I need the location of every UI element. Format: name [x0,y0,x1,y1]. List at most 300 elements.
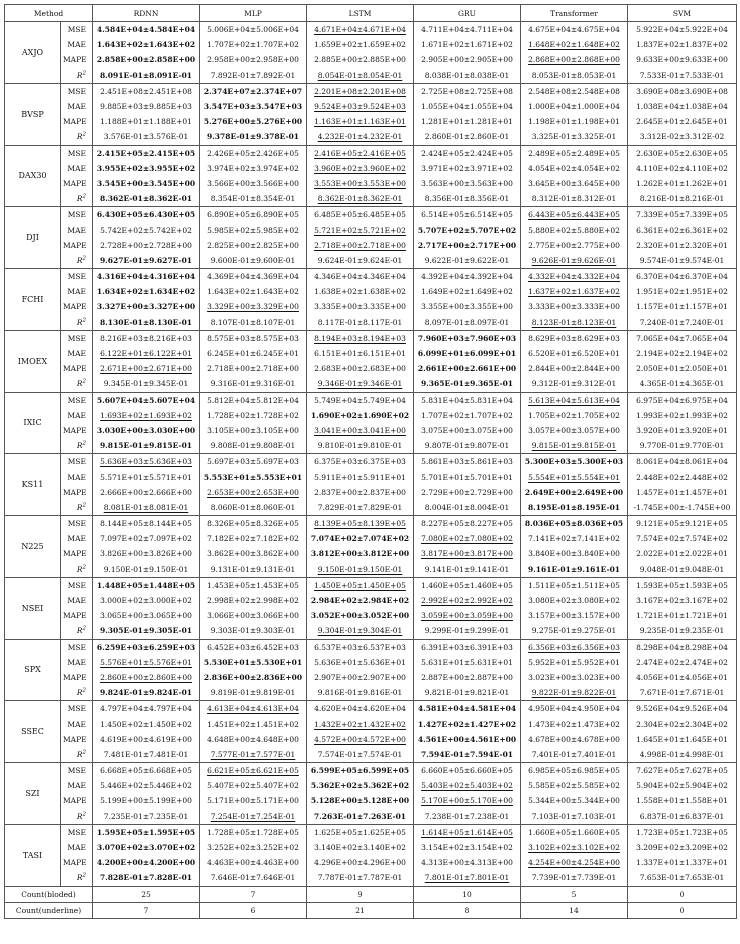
value-cell: 1.432E+02±1.432E+02 [307,716,414,731]
value-cell: 4.671E+04±4.671E+04 [307,22,414,38]
value-cell: 4.232E-01±4.232E-01 [307,129,414,145]
value-cell: 9.622E-01±9.622E-01 [414,253,521,269]
value-cell: 4.369E+04±4.369E+04 [200,269,307,285]
value-cell: 9.141E-01±9.141E-01 [414,562,521,578]
dataset-name: DAX30 [5,145,61,207]
model-header: Transformer [521,5,628,22]
value-cell: 1.645E+01±1.645E+01 [628,732,737,747]
table-row [5,83,737,99]
value-cell: 2.448E+02±2.448E+02 [628,469,737,484]
value-cell: 2.666E+00±2.666E+00 [93,485,200,500]
value-cell: 3.041E+00±3.041E+00 [307,423,414,438]
value-cell: 1.337E+01±1.337E+01 [628,855,737,870]
value-cell: 5.701E+01±5.701E+01 [414,469,521,484]
value-cell: 3.066E+00±3.066E+00 [200,608,307,623]
value-cell: 8.354E-01±8.354E-01 [200,191,307,207]
metric-label: MAE [61,408,93,423]
value-cell: 6.443E+05±6.443E+05 [521,207,628,223]
value-cell: 4.561E+00±4.561E+00 [414,732,521,747]
value-cell: 8.362E-01±8.362E-01 [93,191,200,207]
value-cell: 9.627E-01±9.627E-01 [93,253,200,269]
value-cell: 8.194E+03±8.194E+03 [307,330,414,346]
value-cell: 3.329E+00±3.329E+00 [200,299,307,314]
table-row [5,531,737,546]
metric-label: MSE [61,824,93,840]
value-cell: 1.643E+02±1.643E+02 [200,284,307,299]
table-row [5,701,737,717]
value-cell: 1.837E+02±1.837E+02 [628,37,737,52]
value-cell: 6.259E+03±6.259E+03 [93,639,200,655]
value-cell: 9.626E-01±9.626E-01 [521,253,628,269]
model-header: LSTM [307,5,414,22]
value-cell: 9.824E-01±9.824E-01 [93,685,200,701]
value-cell: 1.721E+01±1.721E+01 [628,608,737,623]
table-row [5,392,737,408]
value-cell: 4.678E+00±4.678E+00 [521,732,628,747]
table-row [5,623,737,639]
value-cell: 5.952E+01±5.952E+01 [521,655,628,670]
value-cell: 9.345E-01±9.345E-01 [93,376,200,392]
value-cell: 2.683E+00±2.683E+00 [307,361,414,376]
value-cell: 3.974E+02±3.974E+02 [200,161,307,176]
value-cell: 6.356E+03±6.356E+03 [521,639,628,655]
table-row [5,408,737,423]
metric-label: MSE [61,83,93,99]
metric-label: MAE [61,655,93,670]
value-cell: 1.723E+05±1.723E+05 [628,824,737,840]
table-row [5,99,737,114]
metric-label: $R^2$ [61,747,93,763]
metric-label: MSE [61,639,93,655]
table-row [5,114,737,129]
value-cell: 2.671E+00±2.671E+00 [93,361,200,376]
value-cell: 2.424E+05±2.424E+05 [414,145,521,161]
value-cell: 9.574E-01±9.574E-01 [628,253,737,269]
value-cell: 5.707E+02±5.707E+02 [414,222,521,237]
value-cell: 4.296E+00±4.296E+00 [307,855,414,870]
dataset-name: FCHI [5,269,61,331]
value-cell: 9.235E-01±9.235E-01 [628,623,737,639]
metric-label: MAE [61,346,93,361]
value-cell: 3.920E+01±3.920E+01 [628,423,737,438]
value-cell: 2.860E-01±2.860E-01 [414,129,521,145]
value-cell: 8.362E-01±8.362E-01 [307,191,414,207]
value-cell: 1.638E+02±1.638E+02 [307,284,414,299]
metric-label: $R^2$ [61,809,93,825]
value-cell: 8.356E-01±8.356E-01 [414,191,521,207]
metric-label: MSE [61,454,93,470]
metric-label: MAPE [61,670,93,685]
value-cell: 3.105E+00±3.105E+00 [200,423,307,438]
value-cell: 7.627E+05±7.627E+05 [628,763,737,779]
metric-label: MAE [61,593,93,608]
value-cell: 8.575E+03±8.575E+03 [200,330,307,346]
value-cell: 1.448E+05±1.448E+05 [93,577,200,593]
table-row [5,52,737,67]
value-cell: 5.861E+03±5.861E+03 [414,454,521,470]
value-cell: 7.481E-01±7.481E-01 [93,747,200,763]
table-row [5,840,737,855]
value-cell: 5.985E+02±5.985E+02 [200,222,307,237]
metric-label: MAPE [61,485,93,500]
value-cell: 8.216E+03±8.216E+03 [93,330,200,346]
value-cell: 5.607E+04±5.607E+04 [93,392,200,408]
value-cell: 7.074E+02±7.074E+02 [307,531,414,546]
value-cell: 2.984E+02±2.984E+02 [307,593,414,608]
value-cell: 4.392E+04±4.392E+04 [414,269,521,285]
table-row [5,716,737,731]
metric-label: MAPE [61,423,93,438]
metric-label: $R^2$ [61,562,93,578]
value-cell: 1.038E+04±1.038E+04 [628,99,737,114]
metric-label: MAE [61,37,93,52]
value-cell: 9.822E-01±9.822E-01 [521,685,628,701]
value-cell: 5.300E+03±5.300E+03 [521,454,628,470]
value-cell: 8.130E-01±8.130E-01 [93,315,200,331]
metric-label: MAPE [61,793,93,808]
value-cell: 2.548E+08±2.548E+08 [521,83,628,99]
metric-label: MAE [61,161,93,176]
table-row [5,315,737,331]
value-cell: 2.718E+00±2.718E+00 [307,238,414,253]
value-cell: 9.304E-01±9.304E-01 [307,623,414,639]
value-cell: 5.721E+02±5.721E+02 [307,222,414,237]
value-cell: 9.275E-01±9.275E-01 [521,623,628,639]
value-cell: 5.171E+00±5.171E+00 [200,793,307,808]
value-cell: 7.238E-01±7.238E-01 [414,809,521,825]
value-cell: 6.151E+01±6.151E+01 [307,346,414,361]
value-cell: 2.958E+00±2.958E+00 [200,52,307,67]
value-cell: 1.625E+05±1.625E+05 [307,824,414,840]
count-label: Count(underline) [5,902,93,918]
value-cell: 6.520E+01±6.520E+01 [521,346,628,361]
table-row [5,577,737,593]
value-cell: 5.571E+01±5.571E+01 [93,469,200,484]
value-cell: 3.566E+00±3.566E+00 [200,176,307,191]
value-cell: 4.998E-01±4.998E-01 [628,747,737,763]
value-cell: 3.333E+00±3.333E+00 [521,299,628,314]
value-cell: 7.240E-01±7.240E-01 [628,315,737,331]
count-value: 6 [200,902,307,918]
metric-label: $R^2$ [61,191,93,207]
value-cell: 1.450E+02±1.450E+02 [93,716,200,731]
value-cell: 8.038E-01±8.038E-01 [414,68,521,84]
value-cell: 7.254E-01±7.254E-01 [200,809,307,825]
value-cell: 6.668E+05±6.668E+05 [93,763,200,779]
value-cell: 4.613E+04±4.613E+04 [200,701,307,717]
metric-label: MAPE [61,732,93,747]
value-cell: 8.060E-01±8.060E-01 [200,500,307,516]
value-cell: 6.122E+01±6.122E+01 [93,346,200,361]
value-cell: 2.649E+00±2.649E+00 [521,485,628,500]
value-cell: 2.905E+00±2.905E+00 [414,52,521,67]
metric-label: MAE [61,284,93,299]
value-cell: 7.577E-01±7.577E-01 [200,747,307,763]
value-cell: 8.629E+03±8.629E+03 [521,330,628,346]
value-cell: 6.837E-01±6.837E-01 [628,809,737,825]
value-cell: 5.636E+03±5.636E+03 [93,454,200,470]
dataset-name: IXIC [5,392,61,454]
value-cell: 3.312E-02±3.312E-02 [628,129,737,145]
value-cell: 8.117E-01±8.117E-01 [307,315,414,331]
table-row [5,793,737,808]
value-cell: 1.728E+05±1.728E+05 [200,824,307,840]
table-row [5,238,737,253]
value-cell: 8.097E-01±8.097E-01 [414,315,521,331]
value-cell: 4.110E+02±4.110E+02 [628,161,737,176]
table-row [5,732,737,747]
value-cell: 4.054E+02±4.054E+02 [521,161,628,176]
value-cell: 1.427E+02±1.427E+02 [414,716,521,731]
value-cell: 3.209E+02±3.209E+02 [628,840,737,855]
value-cell: 3.325E-01±3.325E-01 [521,129,628,145]
value-cell: 7.671E-01±7.671E-01 [628,685,737,701]
value-cell: 9.885E+03±9.885E+03 [93,99,200,114]
count-value: 14 [521,902,628,918]
value-cell: 6.370E+04±6.370E+04 [628,269,737,285]
value-cell: 9.821E-01±9.821E-01 [414,685,521,701]
value-cell: 3.826E+00±3.826E+00 [93,546,200,561]
value-cell: 9.048E-01±9.048E-01 [628,562,737,578]
value-cell: 7.263E-01±7.263E-01 [307,809,414,825]
value-cell: 1.593E+05±1.593E+05 [628,577,737,593]
dataset-name: TASI [5,824,61,886]
value-cell: 4.950E+04±4.950E+04 [521,701,628,717]
table-row [5,222,737,237]
dataset-name: DJI [5,207,61,269]
metric-label: MSE [61,392,93,408]
value-cell: 3.971E+02±3.971E+02 [414,161,521,176]
table-row [5,608,737,623]
value-cell: 2.304E+02±2.304E+02 [628,716,737,731]
table-row [5,855,737,870]
table-row [5,346,737,361]
value-cell: 9.150E-01±9.150E-01 [93,562,200,578]
value-cell: 2.489E+05±2.489E+05 [521,145,628,161]
value-cell: 8.144E+05±8.144E+05 [93,516,200,532]
value-cell: 1.690E+02±1.690E+02 [307,408,414,423]
table-row [5,670,737,685]
value-cell: 1.511E+05±1.511E+05 [521,577,628,593]
value-cell: 1.634E+02±1.634E+02 [93,284,200,299]
metric-label: MSE [61,577,93,593]
value-cell: 4.675E+04±4.675E+04 [521,22,628,38]
value-cell: 8.123E-01±8.123E-01 [521,315,628,331]
dataset-name: NSEI [5,577,61,639]
table-row [5,68,737,84]
value-cell: 6.485E+05±6.485E+05 [307,207,414,223]
value-cell: 5.576E+01±5.576E+01 [93,655,200,670]
metric-label: MAE [61,99,93,114]
value-cell: 2.451E+08±2.451E+08 [93,83,200,99]
value-cell: 7.829E-01±7.829E-01 [307,500,414,516]
value-cell: 2.858E+00±2.858E+00 [93,52,200,67]
count-value: 25 [93,886,200,902]
value-cell: 9.150E-01±9.150E-01 [307,562,414,578]
value-cell: 4.619E+00±4.619E+00 [93,732,200,747]
value-cell: 4.620E+04±4.620E+04 [307,701,414,717]
table-row [5,361,737,376]
value-cell: 3.102E+02±3.102E+02 [521,840,628,855]
table-row [5,639,737,655]
value-cell: 5.922E+04±5.922E+04 [628,22,737,38]
value-cell: 4.332E+04±4.332E+04 [521,269,628,285]
value-cell: 3.070E+02±3.070E+02 [93,840,200,855]
value-cell: 7.828E-01±7.828E-01 [93,870,200,886]
value-cell: 2.885E+00±2.885E+00 [307,52,414,67]
value-cell: 1.450E+05±1.450E+05 [307,577,414,593]
value-cell: 2.474E+02±2.474E+02 [628,655,737,670]
value-cell: 8.054E-01±8.054E-01 [307,68,414,84]
value-cell: 4.200E+00±4.200E+00 [93,855,200,870]
model-header: GRU [414,5,521,22]
value-cell: 5.362E+02±5.362E+02 [307,778,414,793]
metric-label: MAPE [61,299,93,314]
value-cell: 1.671E+02±1.671E+02 [414,37,521,52]
table-row [5,22,737,38]
value-cell: 1.000E+04±1.000E+04 [521,99,628,114]
value-cell: 3.690E+08±3.690E+08 [628,83,737,99]
model-header: SVM [628,5,737,22]
value-cell: 2.653E+00±2.653E+00 [200,485,307,500]
value-cell: 7.533E-01±7.533E-01 [628,68,737,84]
value-cell: 3.030E+00±3.030E+00 [93,423,200,438]
value-cell: 2.201E+08±2.201E+08 [307,83,414,99]
table-row [5,516,737,532]
value-cell: 1.659E+02±1.659E+02 [307,37,414,52]
value-cell: 1.558E+01±1.558E+01 [628,793,737,808]
value-cell: 3.052E+00±3.052E+00 [307,608,414,623]
value-cell: 1.648E+02±1.648E+02 [521,37,628,52]
value-cell: 7.787E-01±7.787E-01 [307,870,414,886]
metric-label: $R^2$ [61,685,93,701]
table-row [5,284,737,299]
model-header: MLP [200,5,307,22]
results-body [5,22,737,887]
metric-label: MSE [61,207,93,223]
method-header: Method [5,5,93,22]
value-cell: 9.161E-01±9.161E-01 [521,562,628,578]
value-cell: 2.050E+01±2.050E+01 [628,361,737,376]
dataset-name: IMOEX [5,330,61,392]
value-cell: 1.728E+02±1.728E+02 [200,408,307,423]
table-row [5,763,737,779]
dataset-name: N225 [5,516,61,578]
value-cell: 1.660E+05±1.660E+05 [521,824,628,840]
value-cell: 5.904E+02±5.904E+02 [628,778,737,793]
dataset-name: BVSP [5,83,61,145]
value-cell: 1.649E+02±1.649E+02 [414,284,521,299]
value-cell: 5.006E+04±5.006E+04 [200,22,307,38]
value-cell: 3.955E+02±3.955E+02 [93,161,200,176]
value-cell: 3.075E+00±3.075E+00 [414,423,521,438]
metric-label: MSE [61,516,93,532]
value-cell: 7.892E-01±7.892E-01 [200,68,307,84]
table-row [5,593,737,608]
value-cell: 4.648E+00±4.648E+00 [200,732,307,747]
value-cell: 7.141E+02±7.141E+02 [521,531,628,546]
count-footer [5,886,737,918]
value-cell: 2.998E+02±2.998E+02 [200,593,307,608]
value-cell: 4.797E+04±4.797E+04 [93,701,200,717]
value-cell: 9.524E+03±9.524E+03 [307,99,414,114]
metric-label: MSE [61,269,93,285]
metric-label: $R^2$ [61,870,93,886]
table-row [5,485,737,500]
value-cell: 5.812E+04±5.812E+04 [200,392,307,408]
value-cell: 9.819E-01±9.819E-01 [200,685,307,701]
dataset-name: KS11 [5,454,61,516]
value-cell: 9.807E-01±9.807E-01 [414,438,521,454]
value-cell: 9.526E+04±9.526E+04 [628,701,737,717]
value-cell: 5.749E+04±5.749E+04 [307,392,414,408]
value-cell: 7.235E-01±7.235E-01 [93,809,200,825]
value-cell: 3.645E+00±3.645E+00 [521,176,628,191]
value-cell: 6.975E+04±6.975E+04 [628,392,737,408]
table-row [5,824,737,840]
metric-label: $R^2$ [61,253,93,269]
table-row [5,546,737,561]
value-cell: 2.825E+00±2.825E+00 [200,238,307,253]
value-cell: 8.036E+05±8.036E+05 [521,516,628,532]
value-cell: 5.613E+04±5.613E+04 [521,392,628,408]
count-value: 8 [414,902,521,918]
metric-label: MAPE [61,608,93,623]
table-row [5,747,737,763]
metric-label: MAE [61,778,93,793]
value-cell: 8.326E+05±8.326E+05 [200,516,307,532]
value-cell: 5.446E+02±5.446E+02 [93,778,200,793]
metric-label: MAPE [61,114,93,129]
table-row [5,655,737,670]
value-cell: 3.023E+00±3.023E+00 [521,670,628,685]
value-cell: 4.463E+00±4.463E+00 [200,855,307,870]
table-row [5,809,737,825]
value-cell: 2.836E+00±2.836E+00 [200,670,307,685]
value-cell: 2.837E+00±2.837E+00 [307,485,414,500]
value-cell: 6.890E+05±6.890E+05 [200,207,307,223]
value-cell: 3.154E+02±3.154E+02 [414,840,521,855]
value-cell: 7.339E+05±7.339E+05 [628,207,737,223]
value-cell: 2.630E+05±2.630E+05 [628,145,737,161]
value-cell: 5.742E+02±5.742E+02 [93,222,200,237]
value-cell: 5.530E+01±5.530E+01 [200,655,307,670]
value-cell: 7.594E-01±7.594E-01 [414,747,521,763]
value-cell: 3.840E+00±3.840E+00 [521,546,628,561]
table-row [5,685,737,701]
value-cell: 9.770E-01±9.770E-01 [628,438,737,454]
value-cell: 1.055E+04±1.055E+04 [414,99,521,114]
value-cell: 7.646E-01±7.646E-01 [200,870,307,886]
value-cell: 2.718E+00±2.718E+00 [200,361,307,376]
value-cell: 7.103E-01±7.103E-01 [521,809,628,825]
value-cell: 1.707E+02±1.707E+02 [200,37,307,52]
value-cell: 3.080E+02±3.080E+02 [521,593,628,608]
value-cell: 7.065E+04±7.065E+04 [628,330,737,346]
value-cell: 1.951E+02±1.951E+02 [628,284,737,299]
value-cell: 8.107E-01±8.107E-01 [200,315,307,331]
header-row [5,5,737,22]
table-row [5,500,737,516]
metric-label: $R^2$ [61,438,93,454]
table-row [5,161,737,176]
metric-label: MAPE [61,176,93,191]
value-cell: 8.139E+05±8.139E+05 [307,516,414,532]
value-cell: 7.653E-01±7.653E-01 [628,870,737,886]
value-cell: 9.624E-01±9.624E-01 [307,253,414,269]
value-cell: 8.081E-01±8.081E-01 [93,500,200,516]
metric-label: MAPE [61,361,93,376]
